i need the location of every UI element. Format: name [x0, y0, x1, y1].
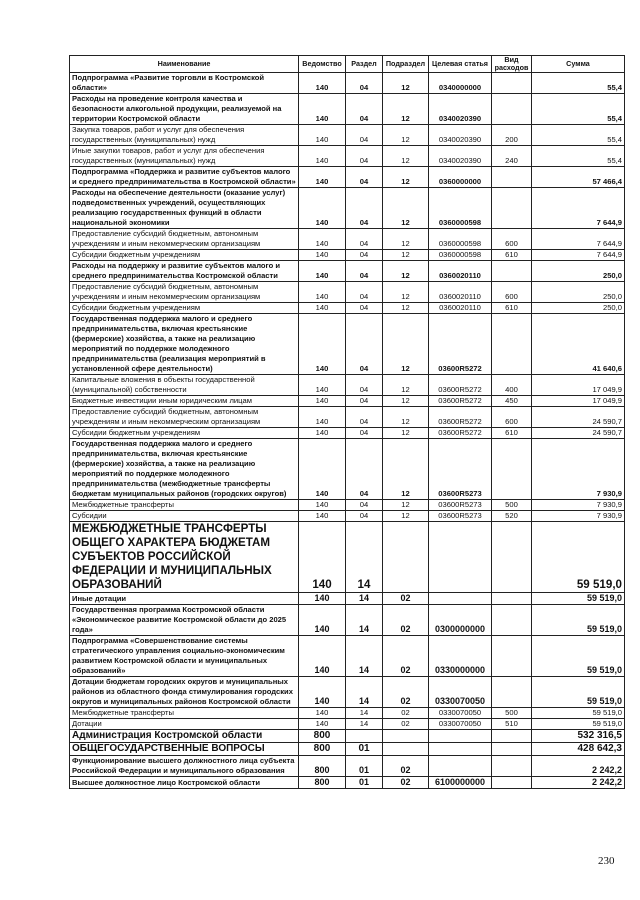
row-summa: 250,0	[532, 261, 625, 282]
table-row	[70, 250, 625, 261]
table-row	[70, 439, 625, 500]
row-summa: 7 930,9	[532, 500, 625, 511]
row-name: Дотации бюджетам городских округов и муниципальных районов из областного фонда стимулирования городских округов и муниципальных районов Костромской области	[70, 677, 299, 708]
row-vid-rashodov	[492, 730, 532, 743]
row-vid-rashodov: 450	[492, 396, 532, 407]
row-summa: 2 242,2	[532, 756, 625, 777]
row-razdel: 04	[346, 188, 383, 229]
row-vid-rashodov: 610	[492, 428, 532, 439]
row-vid-rashodov	[492, 636, 532, 677]
row-celevaya-statya: 03600R5272	[429, 314, 492, 375]
row-celevaya-statya	[429, 756, 492, 777]
row-podrazdel: 12	[383, 125, 429, 146]
row-summa: 55,4	[532, 146, 625, 167]
row-name: Государственная поддержка малого и среднего предпринимательства, включая крестьянские (фермерские) хозяйства, а также на реализацию мероприятий по поддержке молодежного предпринимательства (реализация мероприятий в установленной сфере деятельности)	[70, 314, 299, 375]
row-razdel: 04	[346, 303, 383, 314]
row-celevaya-statya: 0340000000	[429, 73, 492, 94]
row-celevaya-statya: 03600R5272	[429, 396, 492, 407]
row-celevaya-statya: 0330070050	[429, 677, 492, 708]
table-row	[70, 407, 625, 428]
row-razdel: 04	[346, 428, 383, 439]
row-vid-rashodov: 610	[492, 250, 532, 261]
row-summa: 59 519,0	[532, 522, 625, 593]
row-summa: 7 644,9	[532, 250, 625, 261]
row-vedomstvo: 140	[299, 407, 346, 428]
row-podrazdel: 12	[383, 146, 429, 167]
table-row	[70, 636, 625, 677]
table-row	[70, 167, 625, 188]
row-summa: 59 519,0	[532, 677, 625, 708]
row-podrazdel: 12	[383, 188, 429, 229]
row-razdel: 14	[346, 677, 383, 708]
row-razdel: 14	[346, 593, 383, 605]
row-podrazdel: 12	[383, 229, 429, 250]
row-celevaya-statya: 0300000000	[429, 605, 492, 636]
row-name: Межбюджетные трансферты	[70, 708, 299, 719]
row-vid-rashodov	[492, 777, 532, 789]
table-row	[70, 719, 625, 730]
row-summa: 7 644,9	[532, 188, 625, 229]
row-celevaya-statya: 6100000000	[429, 777, 492, 789]
row-summa: 250,0	[532, 282, 625, 303]
table-row	[70, 677, 625, 708]
header-podrazdel: Подраздел	[383, 56, 429, 73]
row-vedomstvo: 140	[299, 314, 346, 375]
row-podrazdel: 12	[383, 314, 429, 375]
row-celevaya-statya: 0360000598	[429, 250, 492, 261]
row-celevaya-statya: 0340020390	[429, 125, 492, 146]
row-vedomstvo: 140	[299, 94, 346, 125]
row-vedomstvo: 140	[299, 677, 346, 708]
row-name: Субсидии	[70, 511, 299, 522]
row-name: Предоставление субсидий бюджетным, автономным учреждениям и иным некоммерческим организациям	[70, 229, 299, 250]
row-vedomstvo: 140	[299, 250, 346, 261]
row-summa: 7 644,9	[532, 229, 625, 250]
table-row	[70, 743, 625, 756]
row-summa: 532 316,5	[532, 730, 625, 743]
table-row	[70, 777, 625, 789]
row-summa: 59 519,0	[532, 708, 625, 719]
row-celevaya-statya: 0340020390	[429, 94, 492, 125]
row-vedomstvo: 140	[299, 125, 346, 146]
row-razdel: 04	[346, 73, 383, 94]
row-vid-rashodov	[492, 314, 532, 375]
row-razdel: 04	[346, 229, 383, 250]
table-row	[70, 73, 625, 94]
row-podrazdel: 02	[383, 756, 429, 777]
row-vedomstvo: 140	[299, 522, 346, 593]
row-celevaya-statya: 0340020390	[429, 146, 492, 167]
row-celevaya-statya: 03600R5272	[429, 407, 492, 428]
row-razdel: 04	[346, 500, 383, 511]
row-name: Подпрограмма «Развитие торговли в Костромской области»	[70, 73, 299, 94]
row-vid-rashodov: 500	[492, 500, 532, 511]
row-summa: 57 466,4	[532, 167, 625, 188]
row-podrazdel: 12	[383, 375, 429, 396]
row-podrazdel: 12	[383, 396, 429, 407]
row-vedomstvo: 140	[299, 636, 346, 677]
row-celevaya-statya	[429, 593, 492, 605]
row-vid-rashodov	[492, 167, 532, 188]
row-razdel: 04	[346, 314, 383, 375]
row-name: МЕЖБЮДЖЕТНЫЕ ТРАНСФЕРТЫ ОБЩЕГО ХАРАКТЕРА БЮДЖЕТАМ СУБЪЕКТОВ РОССИЙСКОЙ ФЕДЕРАЦИИ И МУНИЦИПАЛЬНЫХ ОБРАЗОВАНИЙ	[70, 522, 299, 593]
header-name: Наименование	[70, 56, 299, 73]
row-vedomstvo: 140	[299, 229, 346, 250]
row-razdel: 04	[346, 282, 383, 303]
row-razdel: 04	[346, 261, 383, 282]
row-summa: 17 049,9	[532, 375, 625, 396]
row-name: Иные дотации	[70, 593, 299, 605]
row-vedomstvo: 140	[299, 73, 346, 94]
row-podrazdel: 02	[383, 593, 429, 605]
table-row	[70, 261, 625, 282]
row-vedomstvo: 140	[299, 261, 346, 282]
row-podrazdel: 02	[383, 777, 429, 789]
row-summa: 428 642,3	[532, 743, 625, 756]
header-vedomstvo: Ведомство	[299, 56, 346, 73]
row-celevaya-statya: 03600R5273	[429, 511, 492, 522]
row-razdel: 01	[346, 777, 383, 789]
row-summa: 55,4	[532, 94, 625, 125]
row-vedomstvo: 800	[299, 777, 346, 789]
header-summa: Сумма	[532, 56, 625, 73]
row-vid-rashodov: 600	[492, 282, 532, 303]
row-vedomstvo: 800	[299, 756, 346, 777]
row-summa: 59 519,0	[532, 593, 625, 605]
table-header-row	[70, 56, 625, 73]
table-row	[70, 375, 625, 396]
row-summa: 59 519,0	[532, 719, 625, 730]
row-podrazdel: 12	[383, 261, 429, 282]
row-summa: 2 242,2	[532, 777, 625, 789]
row-vid-rashodov	[492, 439, 532, 500]
row-podrazdel: 02	[383, 677, 429, 708]
row-razdel	[346, 730, 383, 743]
row-podrazdel: 02	[383, 719, 429, 730]
row-summa: 24 590,7	[532, 428, 625, 439]
row-celevaya-statya: 0360020110	[429, 303, 492, 314]
table-row	[70, 146, 625, 167]
row-name: Государственная программа Костромской области «Экономическое развитие Костромской области до 2025 года»	[70, 605, 299, 636]
table-row	[70, 428, 625, 439]
row-vid-rashodov: 600	[492, 407, 532, 428]
row-celevaya-statya: 03600R5273	[429, 500, 492, 511]
budget-table	[69, 55, 625, 789]
table-row	[70, 730, 625, 743]
table-row	[70, 522, 625, 593]
row-podrazdel: 12	[383, 282, 429, 303]
row-razdel: 04	[346, 407, 383, 428]
row-vedomstvo: 140	[299, 396, 346, 407]
header-celevaya-statya: Целевая статья	[429, 56, 492, 73]
table-row	[70, 314, 625, 375]
row-razdel: 04	[346, 125, 383, 146]
table-row	[70, 282, 625, 303]
row-vid-rashodov: 200	[492, 125, 532, 146]
row-name: Субсидии бюджетным учреждениям	[70, 428, 299, 439]
row-name: Расходы на обеспечение деятельности (оказание услуг) подведомственных учреждений, осуществляющих реализацию государственных функций в области национальной экономики	[70, 188, 299, 229]
row-podrazdel	[383, 522, 429, 593]
row-vid-rashodov: 500	[492, 708, 532, 719]
row-summa: 24 590,7	[532, 407, 625, 428]
row-summa: 59 519,0	[532, 605, 625, 636]
row-vedomstvo: 140	[299, 375, 346, 396]
row-vid-rashodov	[492, 261, 532, 282]
row-name: Предоставление субсидий бюджетным, автономным учреждениям и иным некоммерческим организациям	[70, 282, 299, 303]
row-razdel: 14	[346, 636, 383, 677]
row-name: Капитальные вложения в объекты государственной (муниципальной) собственности	[70, 375, 299, 396]
row-vid-rashodov: 510	[492, 719, 532, 730]
row-podrazdel: 02	[383, 605, 429, 636]
row-podrazdel: 12	[383, 500, 429, 511]
row-name: Закупка товаров, работ и услуг для обеспечения государственных (муниципальных) нужд	[70, 125, 299, 146]
row-podrazdel: 12	[383, 303, 429, 314]
row-vedomstvo: 140	[299, 167, 346, 188]
row-vedomstvo: 140	[299, 188, 346, 229]
row-razdel: 14	[346, 708, 383, 719]
page-number: 230	[598, 855, 615, 867]
row-name: Подпрограмма «Поддержка и развитие субъектов малого и среднего предпринимательства в Костромской области»	[70, 167, 299, 188]
table-row	[70, 229, 625, 250]
row-vedomstvo: 140	[299, 439, 346, 500]
row-vedomstvo: 140	[299, 428, 346, 439]
row-name: Подпрограмма «Совершенствование системы стратегического управления социально-экономическим развитием Костромской области и муниципальных образований»	[70, 636, 299, 677]
row-vid-rashodov	[492, 756, 532, 777]
table-row	[70, 708, 625, 719]
row-celevaya-statya: 03600R5272	[429, 428, 492, 439]
table-row	[70, 303, 625, 314]
row-name: Межбюджетные трансферты	[70, 500, 299, 511]
row-vedomstvo: 140	[299, 282, 346, 303]
row-celevaya-statya	[429, 730, 492, 743]
table-row	[70, 593, 625, 605]
row-razdel: 14	[346, 605, 383, 636]
row-name: Дотации	[70, 719, 299, 730]
row-podrazdel: 12	[383, 73, 429, 94]
row-summa: 7 930,9	[532, 439, 625, 500]
row-podrazdel: 02	[383, 708, 429, 719]
row-celevaya-statya	[429, 743, 492, 756]
row-vid-rashodov	[492, 188, 532, 229]
header-vid-rashodov: Вид расходов	[492, 56, 532, 73]
row-vid-rashodov	[492, 522, 532, 593]
row-vedomstvo: 140	[299, 511, 346, 522]
row-vid-rashodov	[492, 593, 532, 605]
row-name: Функционирование высшего должностного лица субъекта Российской Федерации и муниципального образования	[70, 756, 299, 777]
row-razdel: 04	[346, 94, 383, 125]
row-vedomstvo: 800	[299, 730, 346, 743]
row-vedomstvo: 140	[299, 605, 346, 636]
row-vid-rashodov: 240	[492, 146, 532, 167]
row-name: Иные закупки товаров, работ и услуг для обеспечения государственных (муниципальных) нужд	[70, 146, 299, 167]
row-razdel: 04	[346, 250, 383, 261]
row-razdel: 04	[346, 167, 383, 188]
row-razdel: 14	[346, 719, 383, 730]
row-name: Субсидии бюджетным учреждениям	[70, 250, 299, 261]
table-row	[70, 188, 625, 229]
row-podrazdel	[383, 730, 429, 743]
row-podrazdel: 12	[383, 94, 429, 125]
row-vid-rashodov: 600	[492, 229, 532, 250]
row-vid-rashodov	[492, 73, 532, 94]
table-row	[70, 500, 625, 511]
row-celevaya-statya: 0330000000	[429, 636, 492, 677]
row-razdel: 04	[346, 146, 383, 167]
row-summa: 17 049,9	[532, 396, 625, 407]
row-vid-rashodov	[492, 677, 532, 708]
row-razdel: 04	[346, 375, 383, 396]
table-row	[70, 756, 625, 777]
row-podrazdel: 12	[383, 250, 429, 261]
row-podrazdel: 12	[383, 167, 429, 188]
row-summa: 55,4	[532, 125, 625, 146]
row-podrazdel: 12	[383, 428, 429, 439]
row-vedomstvo: 140	[299, 303, 346, 314]
table-row	[70, 396, 625, 407]
row-celevaya-statya: 0360020110	[429, 282, 492, 303]
row-name: Высшее должностное лицо Костромской области	[70, 777, 299, 789]
row-vedomstvo: 140	[299, 708, 346, 719]
row-celevaya-statya: 0360020110	[429, 261, 492, 282]
row-name: Расходы на проведение контроля качества и безопасности алкогольной продукции, реализуемой на территории Костромской области	[70, 94, 299, 125]
row-summa: 59 519,0	[532, 636, 625, 677]
row-vid-rashodov	[492, 605, 532, 636]
row-vid-rashodov: 400	[492, 375, 532, 396]
row-name: Предоставление субсидий бюджетным, автономным учреждениям и иным некоммерческим организациям	[70, 407, 299, 428]
row-vedomstvo: 140	[299, 593, 346, 605]
row-vid-rashodov	[492, 743, 532, 756]
row-celevaya-statya: 0330070050	[429, 719, 492, 730]
row-vid-rashodov: 520	[492, 511, 532, 522]
row-celevaya-statya: 0360000598	[429, 229, 492, 250]
row-vid-rashodov: 610	[492, 303, 532, 314]
header-razdel: Раздел	[346, 56, 383, 73]
row-celevaya-statya: 03600R5273	[429, 439, 492, 500]
row-razdel: 14	[346, 522, 383, 593]
row-podrazdel: 12	[383, 439, 429, 500]
row-summa: 7 930,9	[532, 511, 625, 522]
table-row	[70, 511, 625, 522]
row-name: Администрация Костромской области	[70, 730, 299, 743]
table-row	[70, 605, 625, 636]
row-celevaya-statya: 0360000598	[429, 188, 492, 229]
row-razdel: 04	[346, 511, 383, 522]
row-celevaya-statya: 0360000000	[429, 167, 492, 188]
row-name: Государственная поддержка малого и среднего предпринимательства, включая крестьянские (фермерские) хозяйства, а также на реализацию мероприятий по поддержке молодежного предпринимательства (межбюджетные трансферты бюджетам муниципальных районов (городских округов)	[70, 439, 299, 500]
row-name: Бюджетные инвестиции иным юридическим лицам	[70, 396, 299, 407]
row-summa: 41 640,6	[532, 314, 625, 375]
row-vedomstvo: 800	[299, 743, 346, 756]
row-razdel: 04	[346, 439, 383, 500]
table-row	[70, 94, 625, 125]
row-podrazdel	[383, 743, 429, 756]
row-vedomstvo: 140	[299, 146, 346, 167]
row-vedomstvo: 140	[299, 719, 346, 730]
table-row	[70, 125, 625, 146]
row-summa: 250,0	[532, 303, 625, 314]
row-podrazdel: 12	[383, 511, 429, 522]
row-name: ОБЩЕГОСУДАРСТВЕННЫЕ ВОПРОСЫ	[70, 743, 299, 756]
row-summa: 55,4	[532, 73, 625, 94]
row-razdel: 01	[346, 756, 383, 777]
row-razdel: 01	[346, 743, 383, 756]
row-podrazdel: 02	[383, 636, 429, 677]
row-vid-rashodov	[492, 94, 532, 125]
row-vedomstvo: 140	[299, 500, 346, 511]
row-celevaya-statya	[429, 522, 492, 593]
row-name: Субсидии бюджетным учреждениям	[70, 303, 299, 314]
row-celevaya-statya: 0330070050	[429, 708, 492, 719]
row-celevaya-statya: 03600R5272	[429, 375, 492, 396]
row-razdel: 04	[346, 396, 383, 407]
row-podrazdel: 12	[383, 407, 429, 428]
row-name: Расходы на поддержку и развитие субъектов малого и среднего предпринимательства Костромской области	[70, 261, 299, 282]
